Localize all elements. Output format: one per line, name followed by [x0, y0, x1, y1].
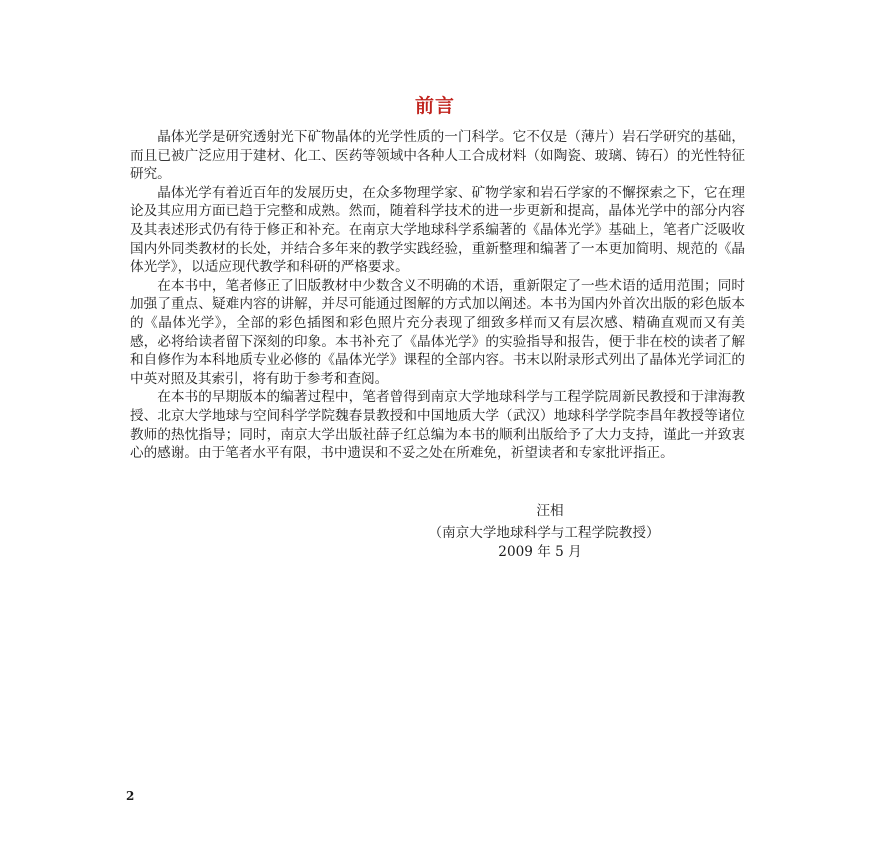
paragraph-4: 在本书的早期版本的编著过程中，笔者曾得到南京大学地球科学与工程学院周新民教授和于津海教授、北京大学地球与空间科学学院魏春景教授和中国地质大学（武汉）地球科学学院李昌年教授等诸位教师的热忱指导；同时，南京大学出版社薛子红总编为本书的顺利出版给予了大力支持，谨此一并致衷心的感谢。由于笔者水平有限，书中遗误和不妥之处在所难免，祈望读者和专家批评指正。 [130, 389, 745, 462]
paragraph-3: 在本书中，笔者修正了旧版教材中少数含义不明确的术语，重新限定了一些术语的适用范围；同时加强了重点、疑难内容的讲解，并尽可能通过图解的方式加以阐述。本书为国内外首次出版的彩色版本的《晶体光学》，全部的彩色插图和彩色照片充分表现了细致多样而又有层次感、精确直观而又有美感，必将给读者留下深刻的印象。本书补充了《晶体光学》的实验指导和报告，便于非在校的读者了解和自修作为本科地质专业必修的《晶体光学》课程的全部内容。书末以附录形式列出了晶体光学词汇的中英对照及其索引，将有助于参考和查阅。 [130, 277, 745, 387]
page-number: 2 [126, 789, 135, 803]
paragraph-1: 晶体光学是研究透射光下矿物晶体的光学性质的一门科学。它不仅是（薄片）岩石学研究的基础，而且已被广泛应用于建材、化工、医药等领域中各种人工合成材料（如陶瓷、玻璃、铸石）的光性特征研究。 [130, 129, 745, 183]
author-name: 汪相 [536, 503, 564, 519]
page-title: 前言 [414, 95, 455, 117]
author-affiliation: （南京大学地球科学与工程学院教授） [428, 525, 660, 541]
signature-date: 2009 年 5 月 [498, 544, 582, 560]
paragraph-2: 晶体光学有着近百年的发展历史，在众多物理学家、矿物学家和岩石学家的不懈探索之下，它在理论及其应用方面已趋于完整和成熟。然而，随着科学技术的进一步更新和提高，晶体光学中的部分内容及其表述形式仍有待于修正和补充。在南京大学地球科学系编著的《晶体光学》基础上，笔者广泛吸收国内外同类教材的长处，并结合多年来的教学实践经验，重新整理和编著了一本更加简明、规范的《晶体光学》，以适应现代教学和科研的严格要求。 [130, 184, 745, 276]
preface-body [130, 128, 745, 463]
